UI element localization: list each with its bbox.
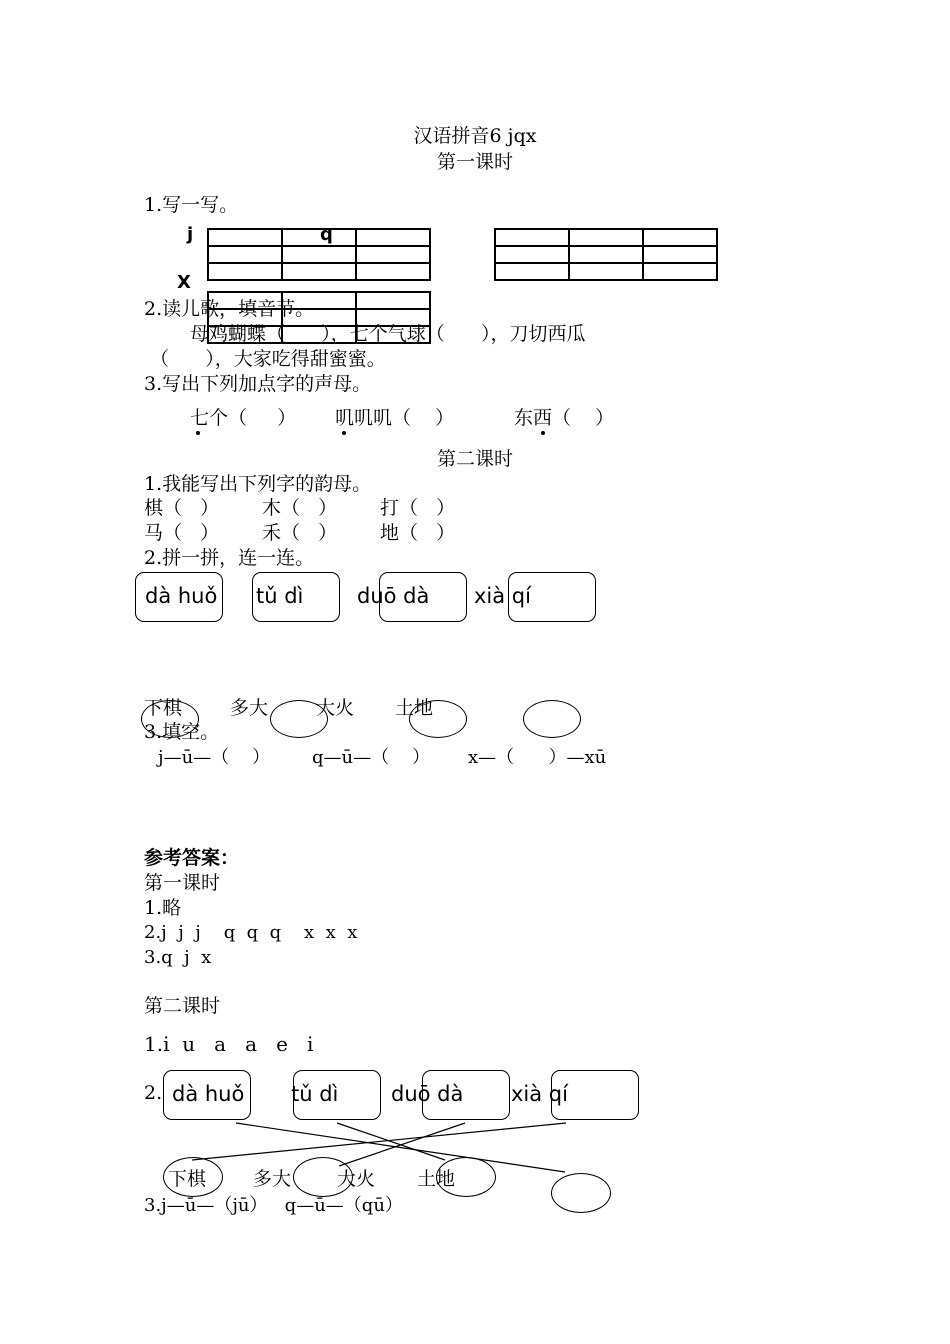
l1-q3-item3: 东西（ ） <box>514 407 615 429</box>
answer-l2-3: 3.j—ū—（jū） q—ū—（qū） <box>144 1195 403 1216</box>
pinyin-label: dà huǒ <box>145 584 218 608</box>
word-oval <box>293 1157 353 1197</box>
worksheet-title: 汉语拼音6 jqx <box>413 125 537 147</box>
letter-x: X <box>177 272 191 293</box>
answer-l2-1: 1.i u a a e i <box>144 1032 314 1056</box>
answer-1: 1.略 <box>144 897 182 919</box>
word-oval <box>551 1173 611 1213</box>
match-line <box>337 1123 445 1160</box>
l2-q1: 1.我能写出下列字的韵母。 <box>144 473 372 495</box>
l2-q3-item3: x—（ ）—xū <box>468 747 607 768</box>
l1-q3: 3.写出下列加点字的声母。 <box>144 373 372 395</box>
l2-q1-r2c2: 禾（ ） <box>262 522 338 544</box>
pinyin-label: tǔ dì <box>256 584 304 608</box>
answer-2: 2.j j j q q q x x x <box>144 922 358 943</box>
match-line <box>192 1123 566 1160</box>
l1-q1: 1.写一写。 <box>144 194 239 216</box>
word-label: 多大 <box>230 697 269 719</box>
pinyin-label: duō dà <box>357 584 430 608</box>
letter-q: q <box>320 224 333 245</box>
word-oval <box>436 1157 496 1197</box>
word-label: 下棋 <box>168 1168 207 1190</box>
l1-q2-line1: 母鸡蝴蝶（ ），七个气球（ ），刀切西瓜 <box>190 323 586 345</box>
l2-q2: 2.拼一拼，连一连。 <box>144 547 315 569</box>
match-line <box>236 1123 565 1172</box>
pinyin-label: xià qí <box>511 1082 568 1106</box>
word-oval <box>163 1157 223 1197</box>
letter-j: j <box>187 224 194 245</box>
l2-q1-r2c1: 马（ ） <box>144 522 220 544</box>
word-label: 下棋 <box>144 697 183 719</box>
word-label: 大火 <box>337 1168 376 1190</box>
pinyin-label: duō dà <box>391 1082 464 1106</box>
l2-q1-r1c3: 打（ ） <box>380 497 456 519</box>
l1-q3-item2: 叽叽叽（ ） <box>335 407 455 429</box>
match-line <box>339 1123 465 1166</box>
word-label: 土地 <box>395 697 434 719</box>
pinyin-label: xià qí <box>474 584 531 608</box>
word-label: 土地 <box>417 1168 456 1190</box>
l1-q2: 2.读儿歌，填音节。 <box>144 298 315 320</box>
answer-l2-2-prefix: 2. <box>144 1082 163 1104</box>
l2-q3-item2: q—ū—（ ） <box>312 747 431 768</box>
lesson2-title: 第二课时 <box>436 448 513 470</box>
l2-q1-r1c1: 棋（ ） <box>144 497 220 519</box>
l2-q3-item1: j—ū—（ ） <box>158 747 271 768</box>
l2-q1-r1c2: 木（ ） <box>262 497 338 519</box>
pinyin-label: tǔ dì <box>291 1082 339 1106</box>
l1-q3-item1: 七个（ ） <box>190 407 297 429</box>
answer-3: 3.q j x <box>144 947 212 968</box>
lesson1-title: 第一课时 <box>436 151 513 173</box>
l2-q3: 3.填空。 <box>144 721 220 743</box>
l1-q2-line2: （ ），大家吃得甜蜜蜜。 <box>150 348 386 370</box>
word-label: 大火 <box>316 697 355 719</box>
pinyin-label: dà huǒ <box>172 1082 245 1106</box>
answers-lesson1: 第一课时 <box>144 872 221 894</box>
l2-q1-r2c3: 地（ ） <box>380 522 456 544</box>
word-label: 多大 <box>253 1168 292 1190</box>
answers-title: 参考答案： <box>144 847 240 869</box>
answers-lesson2: 第二课时 <box>144 995 221 1017</box>
